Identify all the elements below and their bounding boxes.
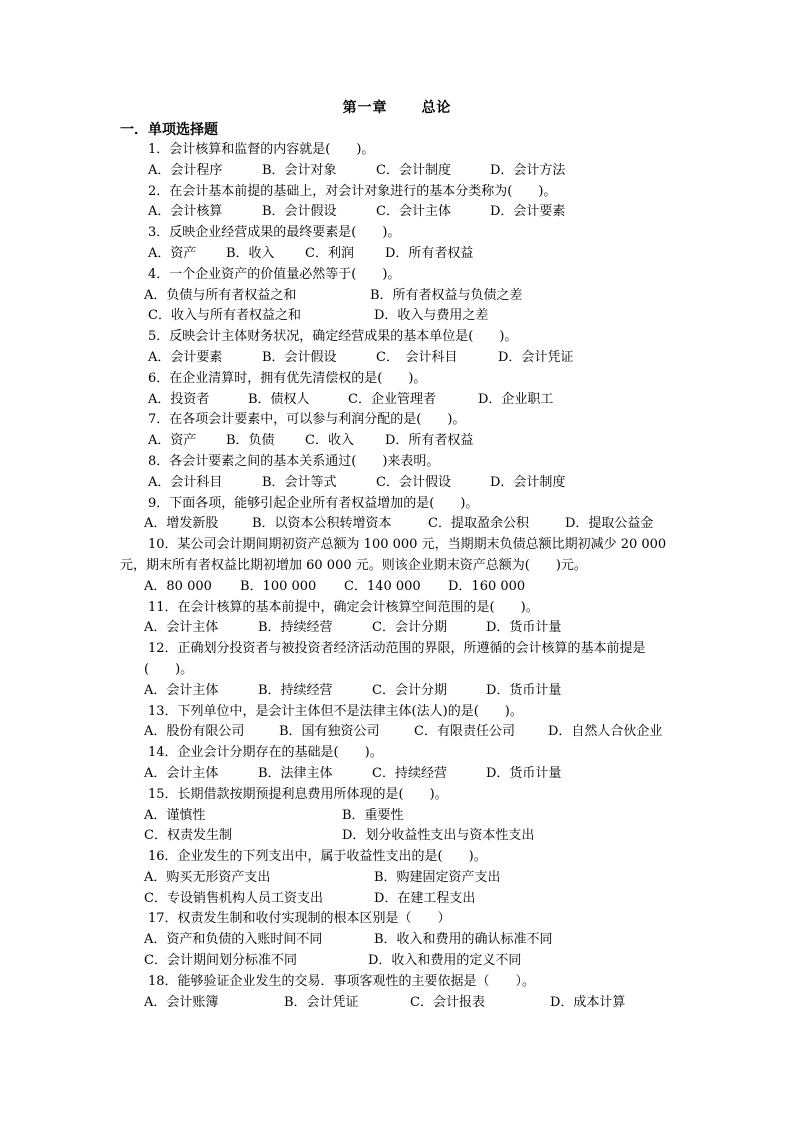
option-b: B．购建固定资产支出 [374, 869, 501, 885]
chapter-number: 第一章 [342, 100, 388, 116]
option-d: D．会计方法 [490, 162, 566, 178]
option-a: A．资产 [148, 245, 197, 261]
question-stem: 16．企业发生的下列支出中，属于收益性支出的是( )。 [148, 849, 487, 865]
option-b: B．持续经营 [258, 620, 333, 636]
question-options [0, 868, 794, 889]
question-stem: 12．正确划分投资者与被投资者经济活动范围的界限，所遵循的会计核算的基本前提是 [148, 641, 646, 657]
chapter-title [0, 97, 794, 117]
question-options [0, 161, 794, 182]
question-stem: 17．权责发生制和收付实现制的根本区别是（ ） [148, 911, 451, 927]
question-stem: 11．在会计核算的基本前提中，确定会计核算空间范围的是( )。 [148, 599, 539, 615]
option-d: D．货币计量 [486, 620, 562, 636]
option-d: D．成本计算 [550, 994, 626, 1010]
option-a: A．会计核算 [148, 204, 223, 220]
option-c: C．会计期间划分标准不同 [144, 953, 297, 969]
option-b: B．会计凭证 [284, 994, 359, 1010]
option-c: C．会计分期 [372, 620, 447, 636]
question-stem: 10．某公司会计期间期初资产总额为 100 000 元，当期期末负债总额比期初减少 20 000 [148, 537, 667, 553]
option-d: D．自然人合伙企业 [548, 724, 663, 740]
question-options [0, 390, 794, 411]
option-c: C．有限责任公司 [414, 724, 515, 740]
question-options [0, 202, 794, 223]
option-b: B．收入和费用的确认标准不同 [374, 932, 553, 948]
question-options [0, 681, 794, 702]
option-b: B．100 000 [240, 578, 317, 594]
option-b: B．会计等式 [262, 474, 337, 490]
question-stem: 1．会计核算和监督的内容就是( )。 [148, 142, 375, 157]
question-options [0, 806, 794, 827]
option-a: A．购买无形资产支出 [144, 869, 271, 885]
option-d: D．会计要素 [490, 204, 566, 220]
option-a: A．会计账簿 [144, 994, 219, 1010]
option-d: D．货币计量 [486, 765, 562, 781]
option-c: C．专设销售机构人员工资支出 [144, 890, 323, 906]
option-b: B．会计假设 [262, 204, 337, 220]
option-a: A．80 000 [144, 578, 212, 594]
option-d: D．企业职工 [478, 391, 554, 407]
option-d: D．在建工程支出 [374, 890, 476, 906]
option-a: A．会计科目 [148, 474, 223, 490]
option-a: A．负债与所有者权益之和 [144, 287, 297, 303]
option-b: B．收入 [226, 245, 275, 261]
question-stem: 15．长期借款按期预提利息费用所体现的是( )。 [148, 786, 448, 802]
option-a: A．股份有限公司 [144, 724, 245, 740]
chapter-name: 总论 [421, 100, 452, 116]
question-stem: 8．各会计要素之间的基本关系通过( )来表明。 [148, 453, 440, 469]
option-d: D．所有者权益 [385, 245, 474, 261]
option-c: C．收入 [305, 433, 354, 449]
question-options [0, 473, 794, 494]
question-options [0, 993, 794, 1014]
option-b: B．所有者权益与负债之差 [370, 287, 523, 303]
option-a: A．会计主体 [144, 620, 219, 636]
option-a: A．投资者 [148, 391, 210, 407]
option-c: C．权责发生制 [144, 828, 232, 844]
question-stem: 13．下列单位中，是会计主体但不是法律主体(法人)的是( )。 [148, 703, 523, 719]
option-c: C．提取盈余公积 [428, 516, 529, 532]
section-heading: 一．单项选择题 [120, 122, 218, 138]
question-stem: 6．在企业清算时，拥有优先清偿权的是( )。 [148, 370, 427, 386]
option-c: C．会计制度 [376, 162, 451, 178]
option-c: C．会计分期 [372, 682, 447, 698]
option-c: C．收入与所有者权益之和 [148, 308, 301, 324]
option-a: A．会计要素 [148, 349, 223, 365]
option-b: B．重要性 [342, 807, 404, 823]
option-a: A．增发新股 [144, 516, 219, 532]
option-c: C．企业管理者 [348, 391, 436, 407]
option-d: D．提取公益金 [565, 516, 654, 532]
option-b: B．持续经营 [258, 682, 333, 698]
question-stem: 14．企业会计分期存在的基础是( )。 [148, 745, 383, 761]
option-d: D．所有者权益 [385, 433, 474, 449]
option-d: D．货币计量 [486, 682, 562, 698]
option-a: A．资产和负债的入账时间不同 [144, 932, 323, 948]
question-options [0, 577, 794, 598]
question-stem: 3．反映企业经营成果的最终要素是( )。 [148, 225, 401, 241]
question-options [0, 722, 794, 743]
question-options [0, 951, 794, 972]
option-c: C．会计主体 [376, 204, 451, 220]
option-b: B．会计假设 [262, 349, 337, 365]
option-b: B．负债 [226, 433, 275, 449]
option-a: A．会计主体 [144, 682, 219, 698]
option-d: D．收入和费用的定义不同 [368, 953, 522, 969]
option-d: D．会计制度 [490, 474, 566, 490]
question-list [0, 140, 794, 1013]
option-b: B．债权人 [248, 391, 310, 407]
option-b: B．国有独资公司 [279, 724, 380, 740]
option-d: D．会计凭证 [498, 349, 574, 365]
question-stem: 18．能够验证企业发生的交易．事项客观性的主要依据是（ ）。 [148, 973, 536, 989]
option-b: B．会计对象 [262, 162, 337, 178]
option-c: C．140 000 [344, 578, 421, 594]
question-stem: 2．在会计基本前提的基础上，对会计对象进行的基本分类称为( )。 [148, 183, 557, 199]
question-options [0, 826, 794, 847]
question-options [0, 306, 794, 327]
question-stem-continued: 元，期末所有者权益比期初增加 60 000 元。则该企业期末资产总额为( )元。 [120, 557, 587, 573]
question-stem: 4．一个企业资产的价值量必然等于( )。 [148, 266, 401, 282]
question-options [0, 764, 794, 785]
option-d: D．划分收益性支出与资本性支出 [342, 828, 535, 844]
question-stem-continued: ( )。 [144, 661, 194, 677]
option-a: A．会计主体 [144, 765, 219, 781]
question-stem: 5．反映会计主体财务状况，确定经营成果的基本单位是( )。 [148, 329, 518, 345]
question-options [0, 286, 794, 307]
option-c: C．会计假设 [376, 474, 451, 490]
option-a: A．资产 [148, 433, 197, 449]
option-b: B．法律主体 [258, 765, 333, 781]
option-a: A．会计程序 [148, 162, 223, 178]
question-options [0, 244, 794, 265]
question-options [0, 889, 794, 910]
option-c: C． 会计科目 [376, 349, 458, 365]
question-options [0, 930, 794, 951]
option-c: C．会计报表 [410, 994, 485, 1010]
option-c: C．持续经营 [372, 765, 447, 781]
question-options [0, 348, 794, 369]
question-options [0, 514, 794, 535]
option-d: D．收入与费用之差 [374, 308, 489, 324]
question-options [0, 618, 794, 639]
question-options [0, 431, 794, 452]
question-stem: 9．下面各项，能够引起企业所有者权益增加的是( )。 [148, 495, 479, 511]
option-c: C．利润 [305, 245, 354, 261]
question-stem: 7．在各项会计要素中，可以参与利润分配的是( )。 [148, 412, 466, 428]
option-d: D．160 000 [448, 578, 526, 594]
option-a: A．谨慎性 [144, 807, 206, 823]
option-b: B．以资本公积转增资本 [252, 516, 392, 532]
